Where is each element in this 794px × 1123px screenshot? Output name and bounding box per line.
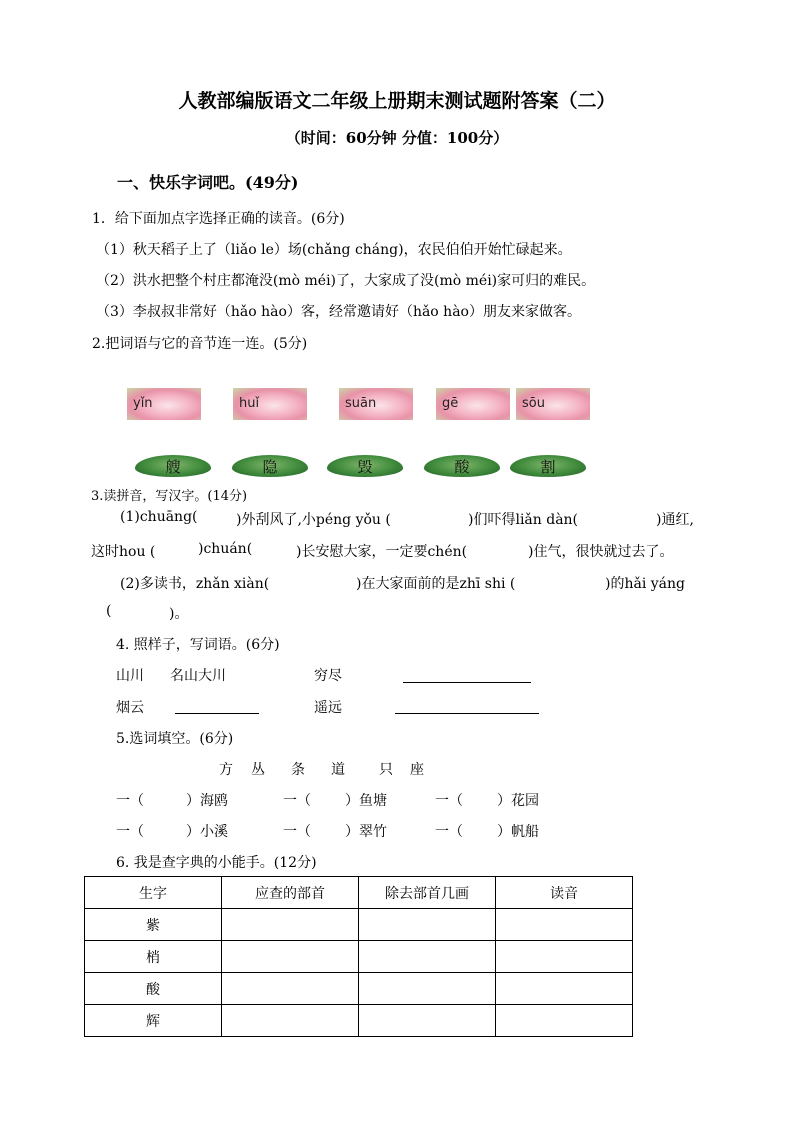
fill-prefix: 一（: [435, 793, 463, 809]
word-choice: 条: [291, 762, 305, 778]
answer-cell[interactable]: [222, 973, 359, 1005]
lotus-flower-card[interactable]: [436, 388, 510, 420]
lotus-leaf-card[interactable]: [327, 455, 403, 477]
lotus-leaf-card[interactable]: [424, 455, 500, 477]
column-header: 生字: [85, 877, 222, 909]
question-3-line-1d: )通红,: [656, 512, 694, 528]
question-3-line-3c: )的hǎi yáng: [605, 576, 685, 592]
question-6-prompt: 6. 我是查字典的小能手。(12分): [116, 855, 317, 871]
dictionary-table: [84, 876, 633, 1037]
example-answer: 名山大川: [170, 668, 226, 684]
fill-prefix: 一（: [116, 824, 144, 840]
lotus-flower-card[interactable]: [233, 388, 307, 420]
table-row: [85, 941, 633, 973]
answer-cell[interactable]: [496, 973, 633, 1005]
syllable-label: yǐn: [133, 396, 153, 411]
question-1-line-2: （2）洪水把整个村庄都淹没(mò méi)了，大家成了没(mò méi)家可归的难民。: [96, 273, 596, 289]
word-choice: 只: [379, 762, 393, 778]
word-prompt: 遥远: [314, 700, 342, 716]
character-cell: 酸: [85, 973, 222, 1005]
question-3-line-3a: (2)多读书，zhǎn xiàn(: [120, 576, 270, 592]
lotus-leaf-card[interactable]: [232, 455, 308, 477]
answer-cell[interactable]: [359, 909, 496, 941]
table-row: [85, 973, 633, 1005]
answer-blank[interactable]: [175, 713, 259, 714]
character-label: 割: [540, 458, 556, 476]
fill-item: ）花园: [497, 793, 539, 809]
lotus-flower-card[interactable]: [516, 388, 590, 420]
question-3-line-1b: )外刮风了,小péng yǒu (: [236, 512, 391, 528]
question-3-line-2b: )chuán(: [198, 541, 253, 557]
answer-cell[interactable]: [222, 1005, 359, 1037]
answer-cell[interactable]: [496, 941, 633, 973]
question-3-line-1a: (1)chuāng(: [120, 509, 198, 525]
fill-item: ）小溪: [186, 824, 228, 840]
question-2-prompt: 2.把词语与它的音节连一连。(5分): [92, 336, 308, 352]
question-3-line-4b: )。: [169, 606, 189, 622]
question-3-prompt: 3.读拼音，写汉字。(14分): [91, 489, 248, 504]
column-header: 除去部首几画: [359, 877, 496, 909]
answer-cell[interactable]: [222, 941, 359, 973]
question-3-line-2d: )住气，很快就过去了。: [528, 544, 674, 560]
question-1-line-3: （3）李叔叔非常好（hǎo hào）客，经常邀请好（hǎo hào）朋友来家做客。: [96, 304, 581, 320]
character-label: 毁: [357, 458, 373, 476]
word-choice: 座: [410, 762, 424, 778]
question-5-prompt: 5.选词填空。(6分): [116, 731, 234, 747]
fill-prefix: 一（: [283, 824, 311, 840]
character-label: 隐: [262, 458, 278, 476]
lotus-leaf-card[interactable]: [135, 455, 211, 477]
answer-blank[interactable]: [403, 682, 531, 683]
question-3-line-4a: (: [106, 603, 112, 619]
question-3-line-2c: )长安慰大家，一定要chén(: [296, 544, 468, 560]
answer-blank[interactable]: [395, 713, 539, 714]
answer-cell[interactable]: [222, 909, 359, 941]
table-row: [85, 909, 633, 941]
fill-item: ）海鸥: [186, 793, 228, 809]
word-choice: 丛: [251, 762, 265, 778]
example-word: 山川: [116, 668, 144, 684]
lotus-flower-card[interactable]: [127, 388, 201, 420]
fill-item: ）鱼塘: [345, 793, 387, 809]
fill-item: ）帆船: [497, 824, 539, 840]
lotus-flower-card[interactable]: [339, 388, 413, 420]
fill-prefix: 一（: [116, 793, 144, 809]
table-row: [85, 1005, 633, 1037]
syllable-label: huǐ: [239, 396, 260, 411]
character-label: 酸: [454, 458, 470, 476]
fill-prefix: 一（: [435, 824, 463, 840]
question-1-prompt: 1．给下面加点字选择正确的读音。(6分): [92, 211, 345, 227]
page-title: 人教部编版语文二年级上册期末测试题附答案（二）: [178, 90, 616, 112]
question-3-line-1c: )们吓得liǎn dàn(: [468, 512, 579, 528]
syllable-label: suān: [345, 396, 377, 411]
syllable-label: sōu: [522, 396, 545, 411]
table-header-row: [85, 877, 633, 909]
page-subtitle: （时间：60分钟 分值：100分）: [285, 129, 509, 147]
word-prompt: 穷尽: [314, 668, 342, 684]
word-choice: 方: [219, 762, 233, 778]
answer-cell[interactable]: [496, 909, 633, 941]
word-choice: 道: [331, 762, 345, 778]
word-prompt: 烟云: [116, 700, 144, 716]
answer-cell[interactable]: [359, 1005, 496, 1037]
question-3-line-3b: )在大家面前的是zhī shi (: [356, 576, 516, 592]
question-1-line-1: （1）秋天稻子上了（liǎo le）场(chǎng cháng)，农民伯伯开始忙碌起来。: [96, 242, 572, 258]
syllable-label: gē: [442, 396, 459, 411]
character-cell: 梢: [85, 941, 222, 973]
column-header: 读音: [496, 877, 633, 909]
answer-cell[interactable]: [496, 1005, 633, 1037]
answer-cell[interactable]: [359, 973, 496, 1005]
fill-prefix: 一（: [283, 793, 311, 809]
character-cell: 紫: [85, 909, 222, 941]
character-cell: 辉: [85, 1005, 222, 1037]
section-heading: 一、快乐字词吧。(49分): [117, 173, 299, 192]
question-3-line-2a: 这时hou (: [91, 544, 156, 560]
column-header: 应查的部首: [222, 877, 359, 909]
fill-item: ）翠竹: [345, 824, 387, 840]
answer-cell[interactable]: [359, 941, 496, 973]
lotus-leaf-card[interactable]: [510, 455, 586, 477]
question-4-prompt: 4. 照样子，写词语。(6分): [116, 637, 280, 653]
character-label: 艘: [165, 458, 181, 476]
